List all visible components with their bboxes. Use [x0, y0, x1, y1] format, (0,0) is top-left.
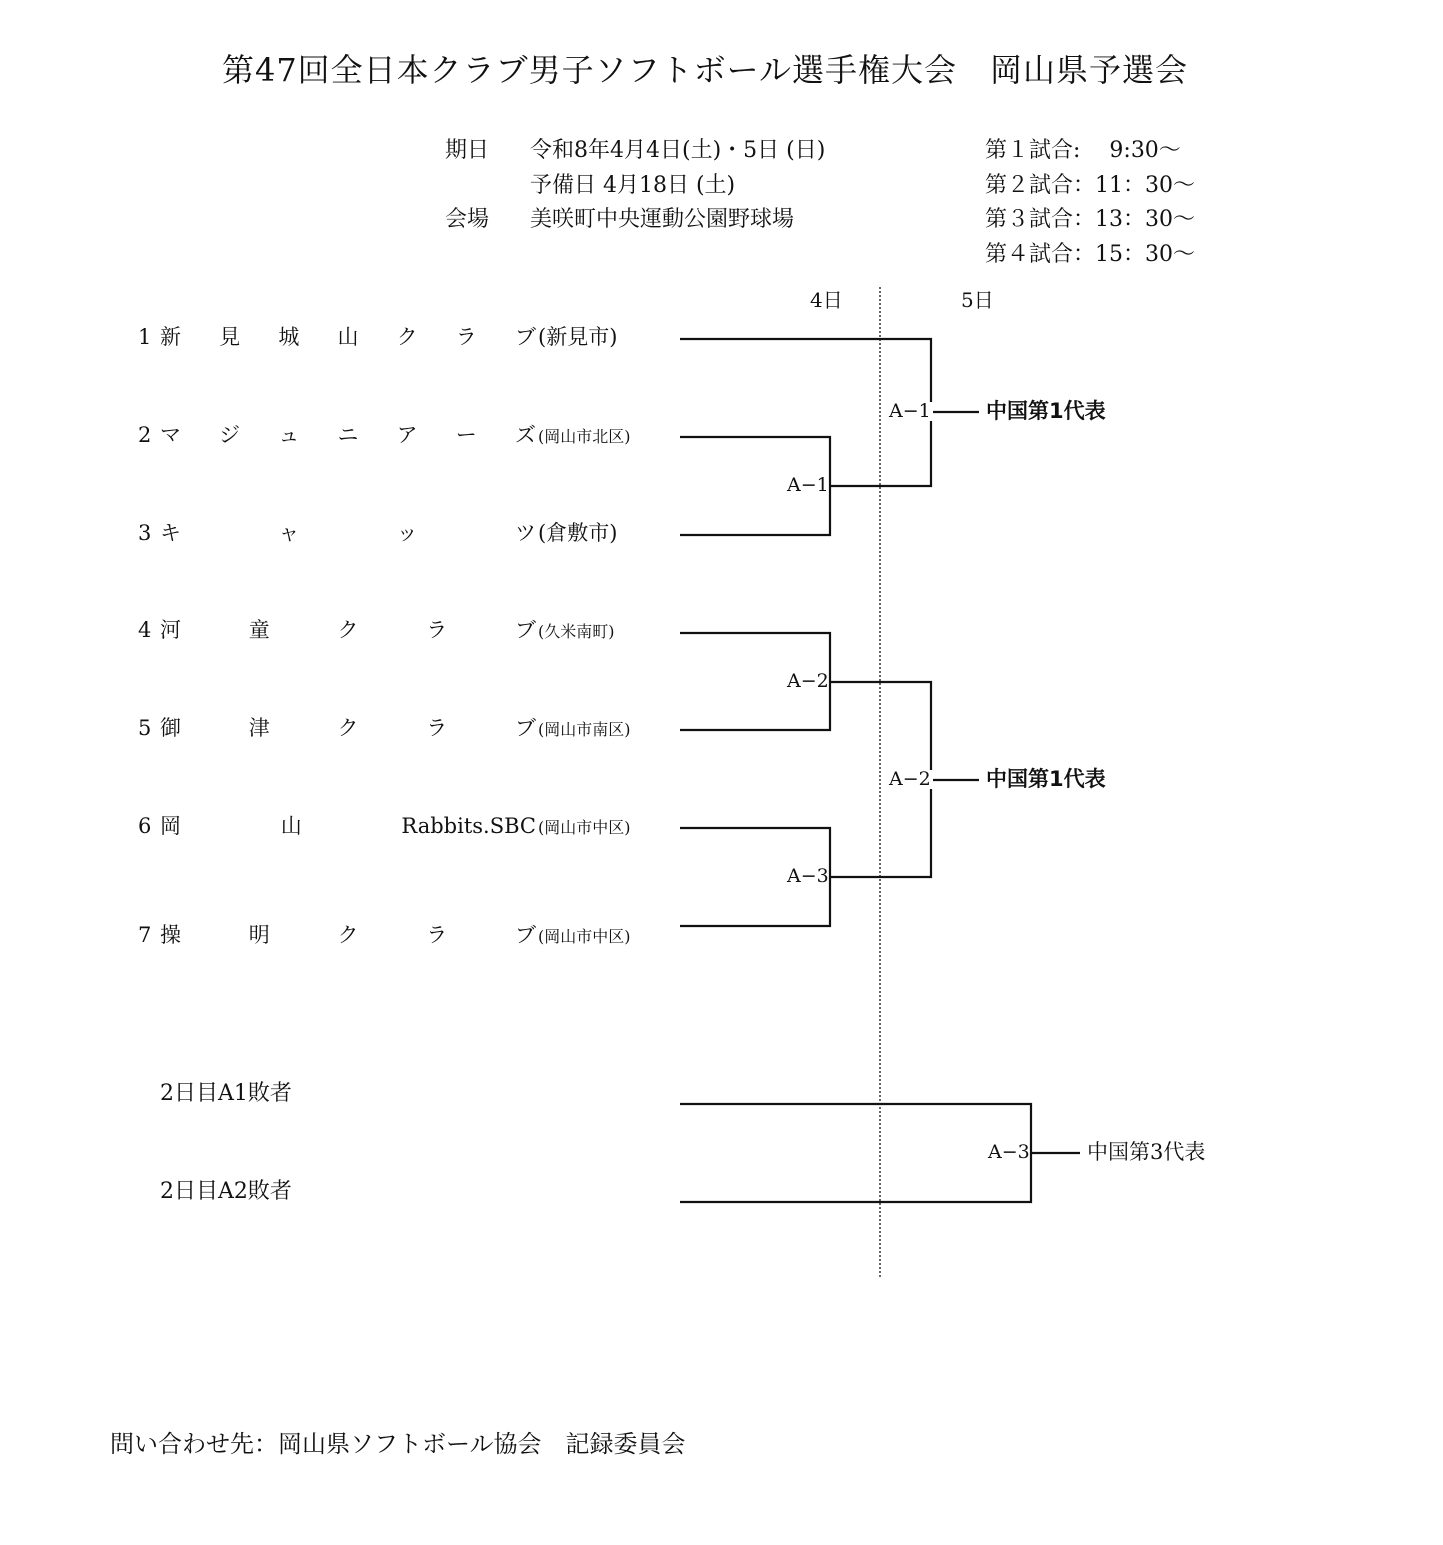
reserve-day: 予備日 4月18日 (土) [530, 173, 736, 198]
team-city: (倉敷市) [538, 521, 618, 545]
team-city: (久米南町) [538, 622, 615, 641]
date-label: 期日 [445, 138, 490, 163]
game-time-2: 第２試合：11：30〜 [985, 173, 1195, 198]
team-city: (岡山市中区) [538, 818, 631, 837]
team-number: 5 [138, 716, 152, 740]
page-title: 第47回全日本クラブ男子ソフトボール選手権大会 岡山県予選会 [221, 51, 1189, 89]
match-label-consolation-a3: A−3 [988, 1141, 1030, 1163]
team-number: 6 [138, 814, 152, 838]
team-name: 河 童 ク ラ ブ [160, 618, 536, 642]
team-name: 操 明 ク ラ ブ [160, 923, 536, 947]
loser-a2-label: 2日目A2敗者 [160, 1179, 292, 1204]
team-row [138, 425, 658, 449]
match-label-day1-a1: A−1 [787, 474, 829, 496]
day1-header: 4日 [810, 288, 843, 312]
match-label-day2-a2: A−2 [889, 768, 931, 790]
date-value: 令和8年4月4日(土)・5日 (日) [530, 138, 826, 163]
result-rep1: 中国第1代表 [986, 399, 1106, 423]
team-number: 7 [138, 923, 152, 947]
loser-a1-label: 2日目A1敗者 [160, 1081, 292, 1106]
game-time-1: 第１試合: 9:30〜 [985, 138, 1181, 163]
result-rep2: 中国第1代表 [986, 767, 1106, 791]
team-row [138, 523, 658, 547]
venue-label: 会場 [445, 207, 490, 232]
team-number: 1 [138, 325, 152, 349]
match-label-day1-a2: A−2 [787, 670, 829, 692]
bracket-consolation [680, 1104, 1031, 1202]
team-city: (岡山市北区) [538, 427, 631, 446]
team-name: マ ジ ュ ニ ア ー ズ [160, 423, 536, 447]
team-name: 新 見 城 山 ク ラ ブ [160, 325, 536, 349]
game-time-4: 第４試合：15：30〜 [985, 242, 1195, 267]
team-name: 岡 山 Rabbits.SBC [160, 814, 536, 838]
team-row [138, 925, 658, 949]
contact-footer: 問い合わせ先：岡山県ソフトボール協会 記録委員会 [110, 1430, 686, 1458]
team-city: (岡山市南区) [538, 720, 631, 739]
team-city: (新見市) [538, 325, 618, 349]
team-number: 3 [138, 521, 152, 545]
team-row [138, 327, 658, 351]
game-time-3: 第３試合：13：30〜 [985, 207, 1195, 232]
team-row [138, 718, 658, 742]
match-label-day2-a1: A−1 [889, 400, 931, 422]
day2-header: 5日 [961, 288, 994, 312]
team-row [138, 816, 658, 840]
team-row [138, 620, 658, 644]
result-rep3: 中国第3代表 [1087, 1140, 1206, 1164]
team-city: (岡山市中区) [538, 927, 631, 946]
team-number: 2 [138, 423, 152, 447]
team-number: 4 [138, 618, 152, 642]
team-name: キ ャ ッ ツ [160, 521, 536, 545]
match-label-day1-a3: A−3 [787, 865, 829, 887]
venue-value: 美咲町中央運動公園野球場 [530, 207, 795, 232]
team-name: 御 津 ク ラ ブ [160, 716, 536, 740]
